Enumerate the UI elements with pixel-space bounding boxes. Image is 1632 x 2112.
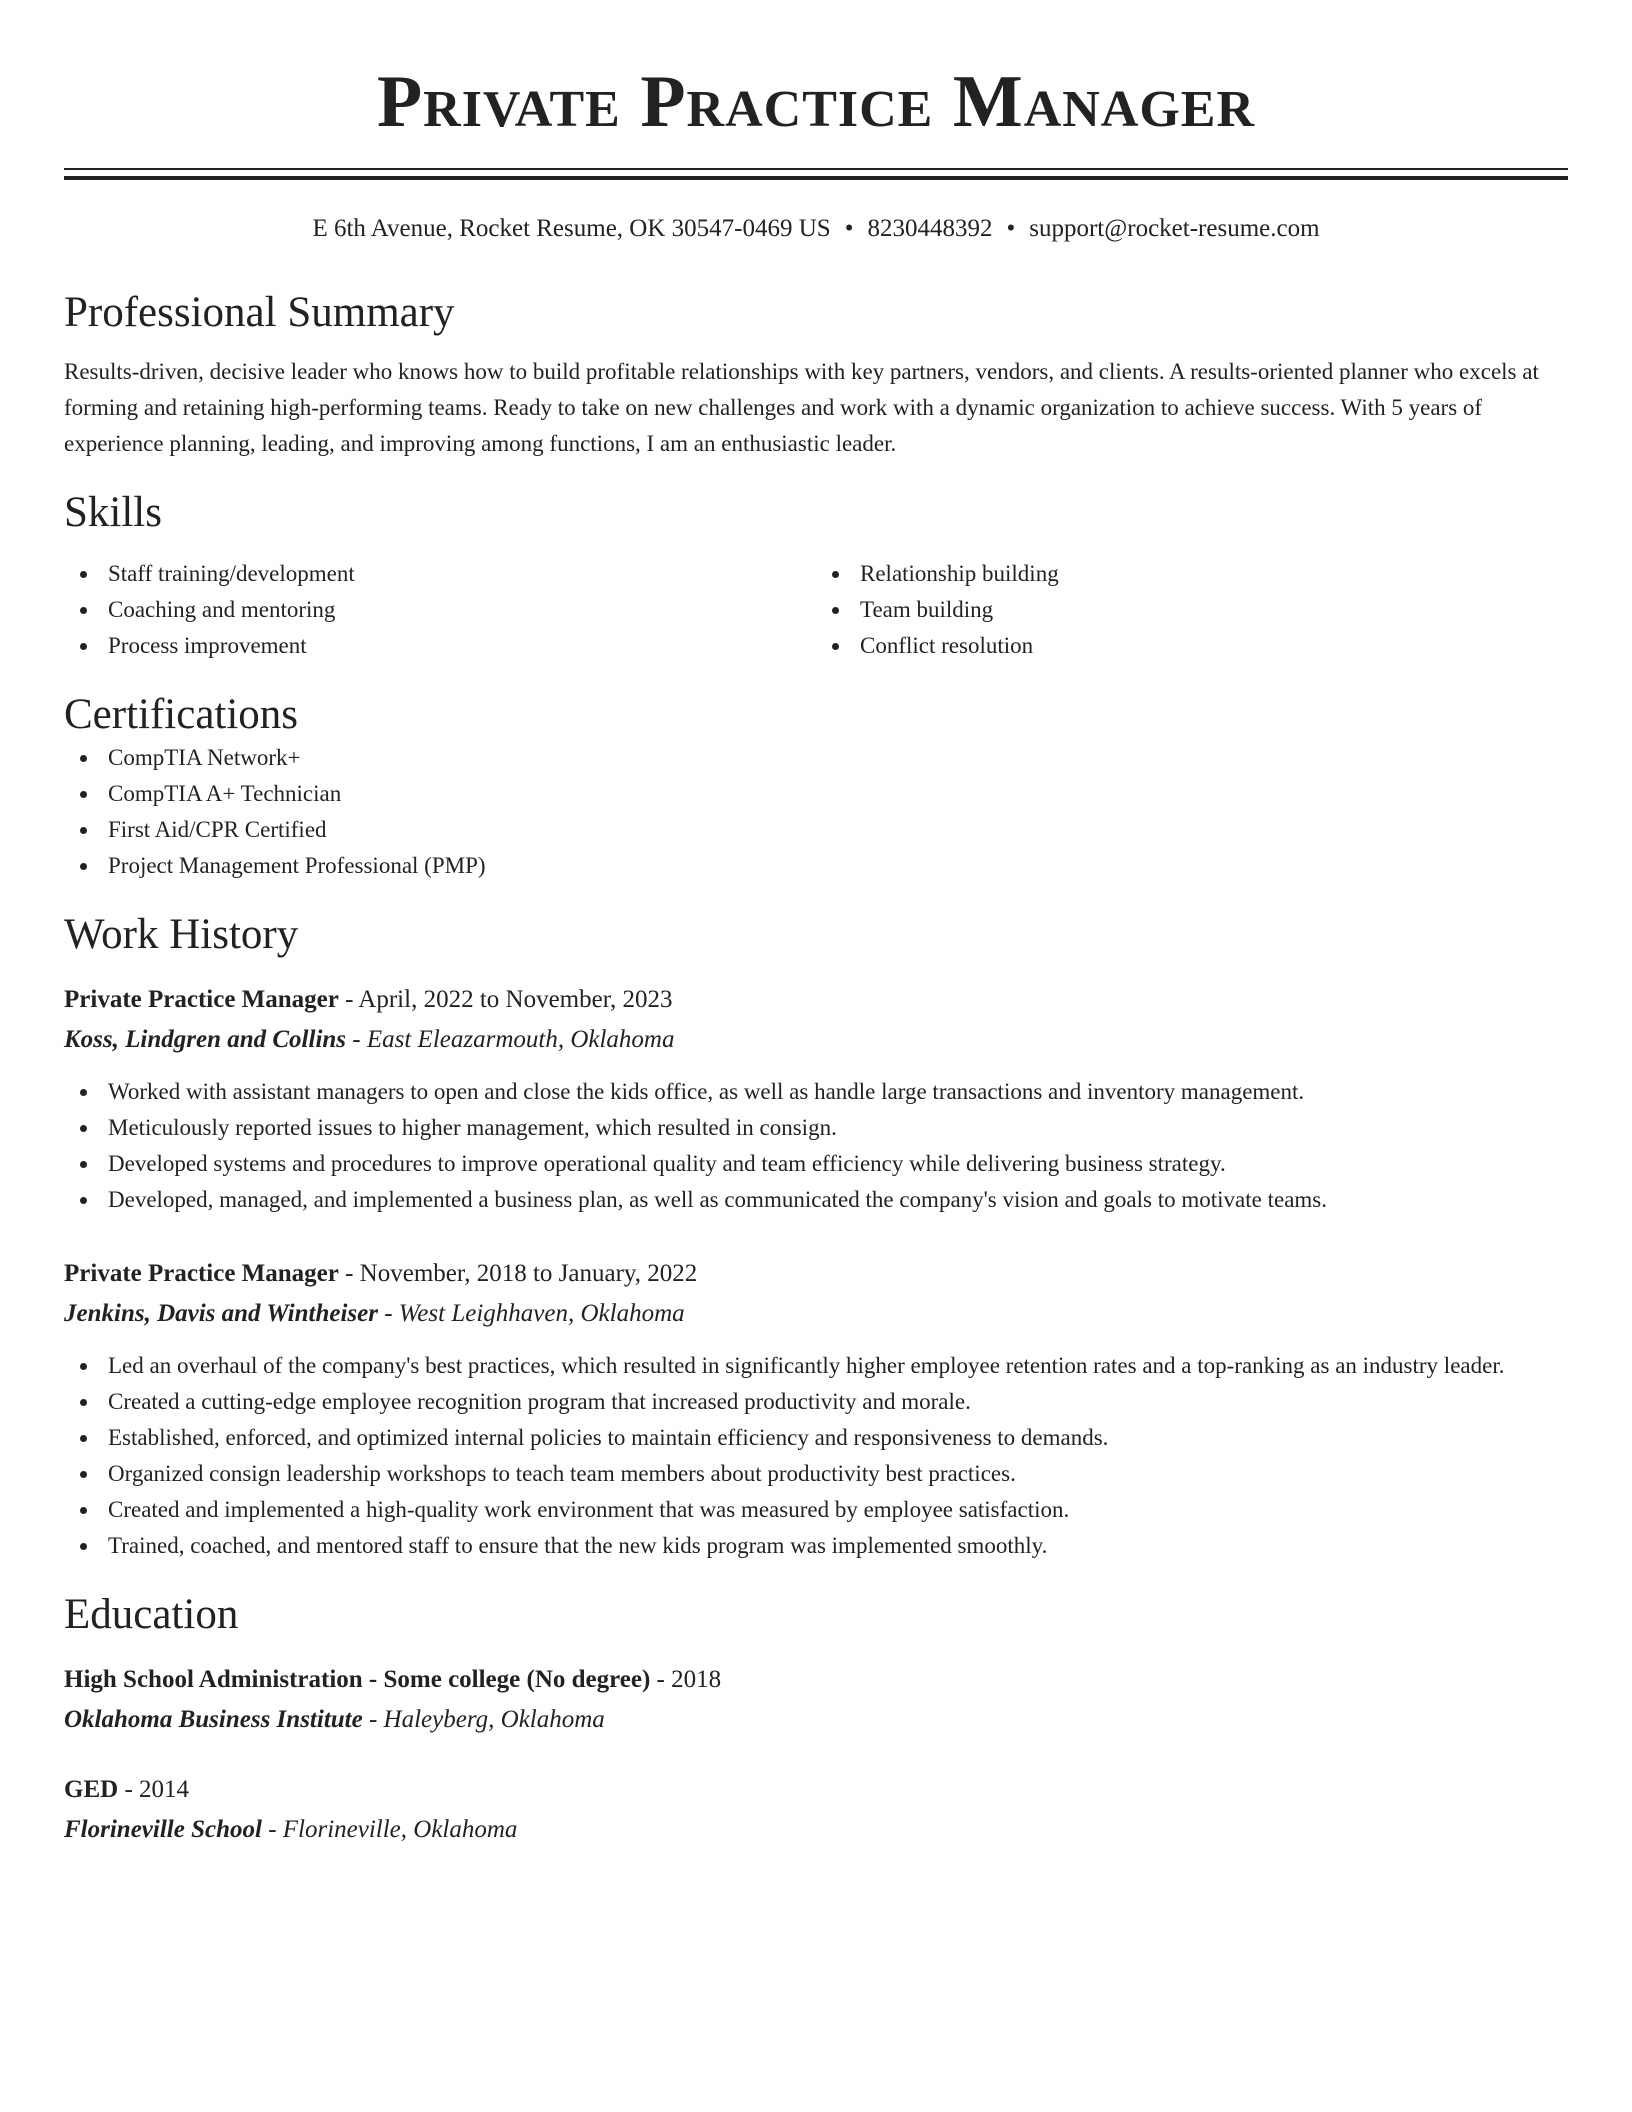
job-bullet: Created a cutting-edge employee recognition program that increased productivity and morale. (64, 1384, 1568, 1420)
job-company: Koss, Lindgren and Collins (64, 1026, 347, 1053)
job-bullet: Created and implemented a high-quality work environment that was measured by employee satisfaction. (64, 1492, 1568, 1528)
job-dates: - April, 2022 to November, 2023 (338, 986, 673, 1013)
contact-phone: 8230448392 (867, 215, 993, 242)
education-degree: High School Administration - Some college (No degree) (64, 1666, 651, 1693)
education-year: - 2014 (118, 1776, 190, 1803)
job-entry (64, 980, 1568, 1218)
summary-text: Results-driven, decisive leader who knows how to build profitable relationships with key partners, vendors, and clients. A results-oriented planner who excels at forming and retaining high-performing teams. Ready to take on new challenges and work with a dynamic organization to achieve success. With 5 years of experience planning, leading, and improving among functions, I am an enthusiastic leader. (64, 359, 1539, 456)
skills-list (64, 556, 1568, 664)
certification-item: CompTIA A+ Technician (64, 776, 1568, 812)
job-title: Private Practice Manager (64, 986, 339, 1013)
skill-item: Process improvement (64, 628, 816, 664)
job-bullets (64, 1348, 1568, 1564)
skill-item: Relationship building (816, 556, 1568, 592)
skill-item: Staff training/development (64, 556, 816, 592)
job-bullet: Worked with assistant managers to open and close the kids office, as well as handle large transactions and inventory management. (64, 1074, 1568, 1110)
education-school: Florineville School (64, 1816, 262, 1843)
education-degree-line (64, 1660, 1568, 1700)
job-location: - East Eleazarmouth, Oklahoma (346, 1026, 675, 1053)
education-location: - Florineville, Oklahoma (261, 1816, 518, 1843)
certifications-list (64, 740, 1568, 884)
certification-item: CompTIA Network+ (64, 740, 1568, 776)
education-degree: GED (64, 1776, 119, 1803)
job-bullet: Developed, managed, and implemented a business plan, as well as communicated the company's vision and goals to motivate teams. (64, 1182, 1568, 1218)
job-company-line (64, 1294, 1568, 1334)
education-school-line (64, 1810, 1568, 1850)
job-title: Private Practice Manager (64, 1260, 339, 1287)
job-title-line (64, 980, 1568, 1020)
skill-item: Coaching and mentoring (64, 592, 816, 628)
job-bullets (64, 1074, 1568, 1218)
job-bullet: Organized consign leadership workshops to teach team members about productivity best practices. (64, 1456, 1568, 1492)
skills-column-right (816, 556, 1568, 664)
certifications-heading: Certifications (64, 691, 299, 738)
job-company-line (64, 1020, 1568, 1060)
header-divider-thick (64, 176, 1568, 180)
work-history-heading: Work History (64, 911, 299, 958)
contact-separator: • (1006, 215, 1016, 242)
job-company: Jenkins, Davis and Wintheiser (64, 1300, 378, 1327)
skill-item: Conflict resolution (816, 628, 1568, 664)
skills-heading: Skills (64, 489, 162, 536)
job-location: - West Leighhaven, Oklahoma (377, 1300, 685, 1327)
job-bullet: Led an overhaul of the company's best practices, which resulted in significantly higher employee retention rates and a top-ranking as an industry leader. (64, 1348, 1568, 1384)
skill-item: Team building (816, 592, 1568, 628)
job-entry (64, 1254, 1568, 1564)
header-divider-thin (64, 168, 1568, 170)
contact-line (64, 214, 1568, 244)
summary-heading: Professional Summary (64, 289, 455, 336)
certification-item: Project Management Professional (PMP) (64, 848, 1568, 884)
job-title-line (64, 1254, 1568, 1294)
job-bullet: Trained, coached, and mentored staff to ensure that the new kids program was implemented smoothly. (64, 1528, 1568, 1564)
certification-item: First Aid/CPR Certified (64, 812, 1568, 848)
education-year: - 2018 (650, 1666, 722, 1693)
job-bullet: Meticulously reported issues to higher management, which resulted in consign. (64, 1110, 1568, 1146)
job-bullet: Developed systems and procedures to improve operational quality and team efficiency while delivering business strategy. (64, 1146, 1568, 1182)
contact-email: support@rocket-resume.com (1029, 215, 1320, 242)
education-heading: Education (64, 1591, 239, 1638)
education-entry (64, 1770, 1568, 1850)
job-bullet: Established, enforced, and optimized internal policies to maintain efficiency and responsiveness to demands. (64, 1420, 1568, 1456)
education-location: - Haleyberg, Oklahoma (362, 1706, 605, 1733)
education-school: Oklahoma Business Institute (64, 1706, 363, 1733)
education-degree-line (64, 1770, 1568, 1810)
job-dates: - November, 2018 to January, 2022 (338, 1260, 698, 1287)
education-school-line (64, 1700, 1568, 1740)
contact-separator: • (844, 215, 854, 242)
contact-address: E 6th Avenue, Rocket Resume, OK 30547-0469 US (312, 215, 831, 242)
skills-column-left (64, 556, 816, 664)
resume-name-title: Private Practice Manager (376, 61, 1256, 143)
education-entry (64, 1660, 1568, 1740)
